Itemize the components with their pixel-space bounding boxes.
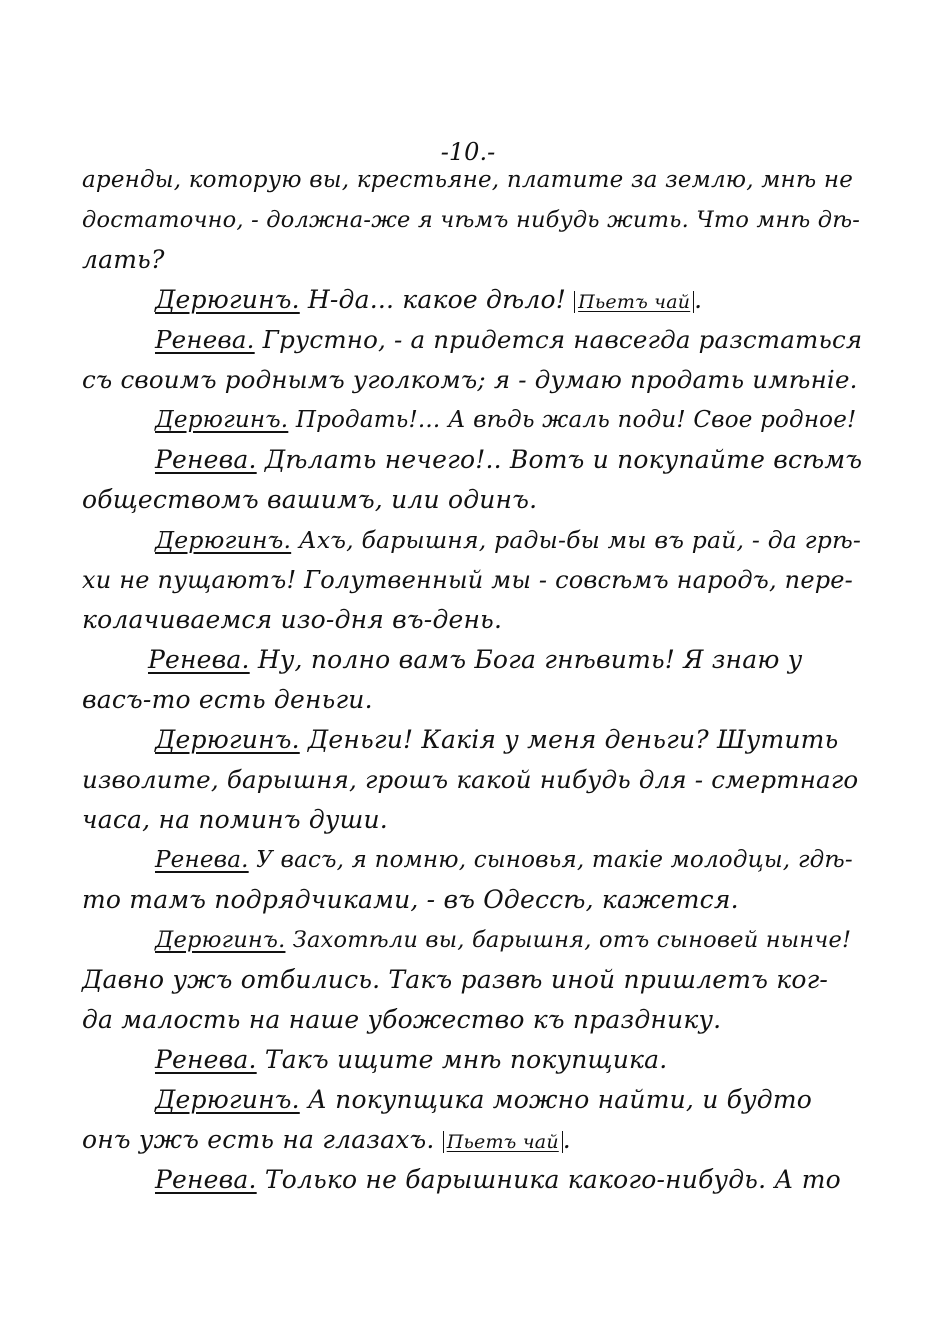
speaker-name: Ренева. xyxy=(155,847,249,873)
dialogue-line: Ренева. Дѣлать нечего!.. Вотъ и покупайте всѣмъ xyxy=(155,445,863,474)
text-line: обществомъ вашимъ, или одинъ. xyxy=(82,485,538,514)
speaker-name: Дерюгинъ. xyxy=(155,407,289,433)
text-line: колачиваемся изо-дня въ-день. xyxy=(82,605,503,634)
text-line: хи не пущаютъ! Голутвенный мы - совсѣмъ народъ, пере- xyxy=(82,566,853,594)
dialogue-line: Дерюгинъ. Продать!... А вѣдь жаль поди! Свое родное! xyxy=(155,407,857,433)
page-number: -10.- xyxy=(440,138,496,166)
speaker-name: Ренева. xyxy=(155,325,255,354)
speaker-name: Дерюгинъ. xyxy=(155,285,300,314)
dialogue-line: Дерюгинъ. Н-да... какое дѣло! Пьетъ чай . xyxy=(155,285,703,314)
speaker-name: Ренева. xyxy=(148,645,250,674)
dialogue-line: Ренева. У васъ, я помню, сыновья, такіе молодцы, гдѣ- xyxy=(155,847,853,873)
speaker-name: Дерюгинъ. xyxy=(155,526,292,554)
dialogue-line: Ренева. Только не барышника какого-нибудь. А то xyxy=(155,1165,841,1194)
speaker-name: Ренева. xyxy=(155,1165,257,1194)
dialogue-line: Дерюгинъ. А покупщика можно найти, и будто xyxy=(155,1085,813,1114)
dialogue-line: Дерюгинъ. Захотѣли вы, барышня, отъ сыновей нынче! xyxy=(155,927,852,953)
text-line: васъ-то есть деньги. xyxy=(82,685,373,714)
speaker-name: Ренева. xyxy=(155,445,257,474)
dialogue-line: Ренева. Такъ ищите мнѣ покупщика. xyxy=(155,1045,668,1074)
dialogue-line: Ренева. Ну, полно вамъ Бога гнѣвить! Я знаю у xyxy=(148,645,803,674)
text-line: онъ ужъ есть на глазахъ. Пьетъ чай . xyxy=(82,1125,571,1154)
text-line: лать? xyxy=(82,245,165,274)
speaker-name: Ренева. xyxy=(155,1045,257,1074)
text-line: да малость на наше убожество къ празднику. xyxy=(82,1005,722,1034)
dialogue-line: Дерюгинъ. Ахъ, барышня, рады-бы мы въ рай, - да грѣ- xyxy=(155,526,862,554)
speaker-name: Дерюгинъ. xyxy=(155,725,300,754)
text-line: Давно ужъ отбились. Такъ развѣ иной пришлетъ ког- xyxy=(82,965,829,994)
stage-direction: Пьетъ чай xyxy=(443,1131,563,1153)
stage-direction: Пьетъ чай xyxy=(574,291,694,313)
text-line: достаточно, - должна-же я чѣмъ нибудь жить. Что мнѣ дѣ- xyxy=(82,207,861,233)
text-line: съ своимъ роднымъ уголкомъ; я - думаю продать имѣніе. xyxy=(82,365,858,394)
speaker-name: Дерюгинъ. xyxy=(155,927,286,953)
text-line: аренды, которую вы, крестьяне, платите за землю, мнѣ не xyxy=(82,167,854,193)
dialogue-line: Дерюгинъ. Деньги! Какія у меня деньги? Шутить xyxy=(155,725,839,754)
dialogue-line: Ренева. Грустно, - а придется навсегда разстаться xyxy=(155,325,863,354)
text-line: изволите, барышня, грошъ какой нибудь для - смертнаго xyxy=(82,765,859,794)
text-line: часа, на поминъ души. xyxy=(82,805,388,834)
text-line: то тамъ подрядчиками, - въ Одессѣ, кажется. xyxy=(82,885,739,914)
speaker-name: Дерюгинъ. xyxy=(155,1085,300,1114)
